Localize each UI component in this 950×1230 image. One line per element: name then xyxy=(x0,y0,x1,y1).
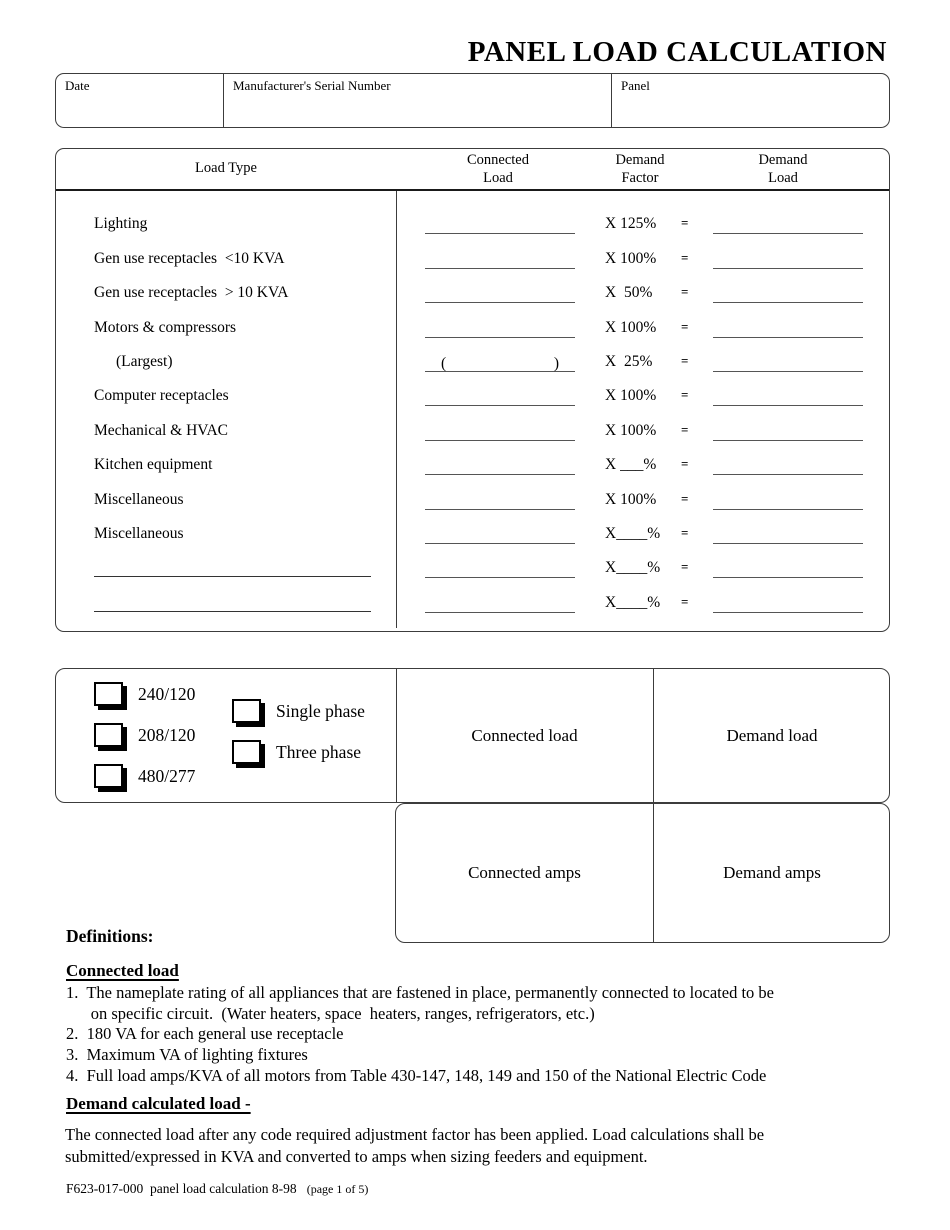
demand-load-blank-field[interactable] xyxy=(713,395,863,406)
load-type-cell: Mechanical & HVAC xyxy=(94,421,229,439)
definition-list-line: 4. Full load amps/KVA of all motors from Table 430-147, 148, 149 and 150 of the National Electric Code xyxy=(66,1065,767,1085)
load-type-cell: Lighting xyxy=(94,215,148,233)
connected-load-blank-field[interactable] xyxy=(425,424,575,441)
header-info-box xyxy=(55,73,890,128)
demand-load-blank-field[interactable] xyxy=(713,258,863,269)
demand-load-blank-field[interactable] xyxy=(713,430,863,441)
serial-number-field[interactable] xyxy=(223,74,611,127)
demand-factor-value: X 100% xyxy=(605,387,657,405)
load-table xyxy=(55,148,890,632)
table-row xyxy=(56,548,889,582)
table-row xyxy=(56,479,889,513)
equals-sign: = xyxy=(681,490,689,506)
connected-load-cell[interactable] xyxy=(396,669,653,802)
equals-sign: = xyxy=(681,318,689,334)
connected-load-blank-field[interactable] xyxy=(425,561,575,578)
table-row xyxy=(56,410,889,444)
table-row xyxy=(56,307,889,341)
load-type-cell: Miscellaneous xyxy=(94,524,184,542)
equals-sign: = xyxy=(681,524,689,540)
demand-load-blank-field[interactable] xyxy=(713,327,863,338)
checkbox[interactable] xyxy=(232,699,261,723)
load-type-cell: Motors & compressors xyxy=(94,318,237,336)
demand-factor-value: X 50% xyxy=(605,284,653,302)
demand-load-blank-field[interactable] xyxy=(713,464,863,475)
page-number: (page 1 of 5) xyxy=(306,1182,369,1196)
connected-load-blank-field[interactable] xyxy=(425,596,575,613)
table-row xyxy=(56,376,889,410)
load-type-cell: Computer receptacles xyxy=(94,387,229,405)
connected-load-blank-field[interactable] xyxy=(425,493,575,510)
form-footer xyxy=(66,1181,368,1197)
demand-calculated-load-heading: Demand calculated load - xyxy=(66,1094,251,1113)
definition-list-line: 1. The nameplate rating of all appliances that are fastened in place, permanently connected to located to be xyxy=(66,983,774,1002)
demand-load-blank-field[interactable] xyxy=(713,533,863,544)
phase-option-label: Three phase xyxy=(276,741,362,762)
voltage-option-208-120[interactable] xyxy=(94,723,195,747)
equals-sign: = xyxy=(681,421,689,437)
definition-list-line: 3. Maximum VA of lighting fixtures xyxy=(66,1045,308,1065)
demand-load-blank-field[interactable] xyxy=(713,223,863,234)
voltage-option-240-120[interactable] xyxy=(94,682,195,706)
load-table-body xyxy=(56,191,889,645)
column-header-demand-load: Demand Load xyxy=(758,152,808,186)
load-table-header xyxy=(56,149,889,191)
demand-load-label: Demand load xyxy=(726,725,818,745)
checkbox[interactable] xyxy=(94,723,123,747)
load-type-cell: (Largest) xyxy=(116,352,173,370)
equals-sign: = xyxy=(681,593,689,609)
demand-factor-value: X 100% xyxy=(605,318,657,336)
paren-open: ( xyxy=(441,354,447,372)
demand-factor-value: X____% xyxy=(605,524,661,542)
date-label: Date xyxy=(65,78,90,93)
definition-list-line: 2. 180 VA for each general use receptacle xyxy=(66,1024,344,1044)
demand-factor-value: X____% xyxy=(605,559,661,577)
column-header-load-type: Load Type xyxy=(195,160,257,176)
connected-amps-label: Connected amps xyxy=(468,863,581,882)
demand-factor-value: X 100% xyxy=(605,421,657,439)
load-table-rows xyxy=(56,204,889,617)
demand-factor-value: X 25% xyxy=(605,352,653,370)
voltage-option-label: 240/120 xyxy=(138,683,196,704)
load-type-cell: Gen use receptacles <10 KVA xyxy=(94,249,285,267)
load-type-cell: Kitchen equipment xyxy=(94,456,213,474)
checkbox[interactable] xyxy=(94,764,123,788)
equals-sign: = xyxy=(681,215,689,231)
table-row xyxy=(56,582,889,616)
demand-factor-value: X ___% xyxy=(605,456,657,474)
table-row xyxy=(56,204,889,238)
connected-load-blank-field[interactable] xyxy=(425,252,575,269)
equals-sign: = xyxy=(681,352,689,368)
connected-amps-cell[interactable] xyxy=(396,804,653,942)
page-title: PANEL LOAD CALCULATION xyxy=(467,36,887,68)
column-divider xyxy=(396,191,397,628)
connected-load-definition-heading: Connected load xyxy=(66,961,179,980)
demand-factor-value: X 125% xyxy=(605,215,657,233)
demand-calculated-load-body: The connected load after any code required adjustment factor has been applied. Load calculations shall be submitted/expressed in KVA and converted to amps when sizing feeders and equipment. xyxy=(65,1125,765,1166)
demand-load-blank-field[interactable] xyxy=(713,602,863,613)
load-type-cell: Miscellaneous xyxy=(94,490,184,508)
panel-label: Panel xyxy=(621,78,650,93)
table-row xyxy=(56,238,889,272)
definitions-heading: Definitions: xyxy=(66,926,154,946)
equals-sign: = xyxy=(681,284,689,300)
equals-sign: = xyxy=(681,249,689,265)
connected-load-definition-list xyxy=(66,983,876,1087)
table-row xyxy=(56,514,889,548)
date-field[interactable] xyxy=(56,74,223,127)
connected-load-label: Connected load xyxy=(471,725,578,745)
table-row xyxy=(56,273,889,307)
connected-load-blank-field[interactable] xyxy=(425,458,575,475)
demand-amps-label: Demand amps xyxy=(723,863,821,882)
connected-load-blank-field[interactable] xyxy=(425,217,575,234)
phase-option-three[interactable] xyxy=(232,740,361,764)
voltage-option-label: 480/277 xyxy=(138,765,196,786)
column-header-connected-load: Connected Load xyxy=(466,152,529,186)
checkbox[interactable] xyxy=(94,682,123,706)
demand-factor-value: X 100% xyxy=(605,490,657,508)
load-type-cell xyxy=(56,562,396,582)
phase-option-single[interactable] xyxy=(232,699,365,723)
demand-load-blank-field[interactable] xyxy=(713,361,863,372)
equals-sign: = xyxy=(681,387,689,403)
demand-factor-value: X 100% xyxy=(605,249,657,267)
load-type-cell xyxy=(56,597,396,617)
form-id: F623-017-000 panel load calculation 8-98 xyxy=(66,1181,297,1196)
definition-list-line: on specific circuit. (Water heaters, space heaters, ranges, refrigerators, etc.) xyxy=(66,1003,595,1023)
table-row xyxy=(56,342,889,376)
table-row xyxy=(56,445,889,479)
connected-load-blank-field[interactable] xyxy=(425,321,575,338)
connected-load-blank-field[interactable] xyxy=(425,389,575,406)
demand-load-blank-field[interactable] xyxy=(713,567,863,578)
paren-close: ) xyxy=(553,354,559,372)
equals-sign: = xyxy=(681,559,689,575)
column-header-demand-factor: Demand Factor xyxy=(615,152,665,186)
connected-load-blank-field[interactable] xyxy=(425,286,575,303)
serial-number-label: Manufacturer's Serial Number xyxy=(233,78,391,93)
demand-load-blank-field[interactable] xyxy=(713,292,863,303)
demand-factor-value: X____% xyxy=(605,593,661,611)
load-type-blank-field[interactable] xyxy=(94,597,371,612)
voltage-option-label: 208/120 xyxy=(138,724,196,745)
load-type-cell: Gen use receptacles > 10 KVA xyxy=(94,284,289,302)
demand-amps-cell[interactable] xyxy=(653,804,891,942)
equals-sign: = xyxy=(681,456,689,472)
checkbox[interactable] xyxy=(232,740,261,764)
connected-load-blank-field[interactable] xyxy=(425,355,575,372)
amps-summary-box xyxy=(395,803,890,943)
voltage-option-480-277[interactable] xyxy=(94,764,195,788)
demand-load-blank-field[interactable] xyxy=(713,499,863,510)
phase-option-label: Single phase xyxy=(276,700,365,721)
panel-field[interactable] xyxy=(611,74,889,127)
connected-load-blank-field[interactable] xyxy=(425,527,575,544)
load-type-blank-field[interactable] xyxy=(94,562,371,577)
demand-load-cell[interactable] xyxy=(653,669,891,802)
voltage-and-load-summary-box xyxy=(55,668,890,803)
